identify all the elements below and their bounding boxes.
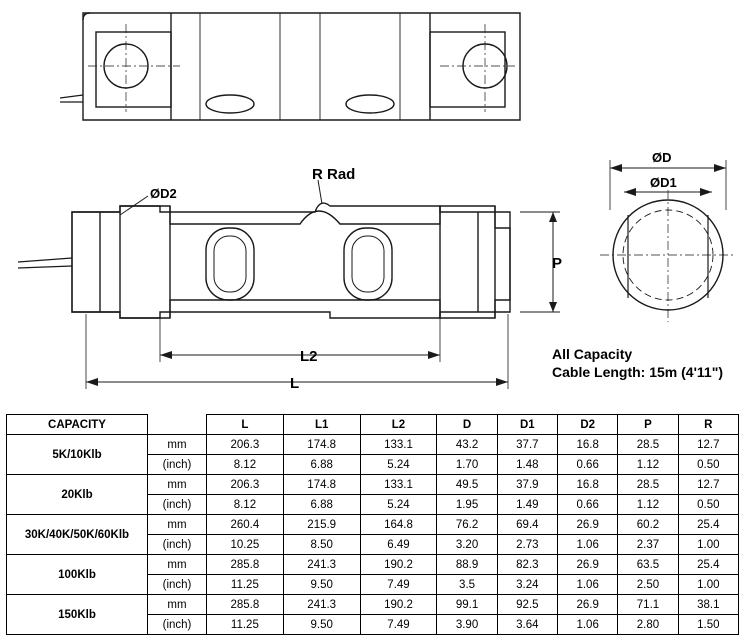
value-l1: 241.3 (283, 595, 360, 615)
value-l1: 174.8 (283, 435, 360, 455)
value-l: 11.25 (207, 615, 284, 635)
value-d1: 92.5 (497, 595, 557, 615)
unit-cell: (inch) (148, 535, 207, 555)
unit-cell: mm (148, 515, 207, 535)
value-d2: 26.9 (558, 595, 618, 615)
value-d2: 1.06 (558, 615, 618, 635)
value-p: 71.1 (618, 595, 678, 615)
value-l1: 241.3 (283, 555, 360, 575)
value-d1: 1.49 (497, 495, 557, 515)
value-p: 1.12 (618, 455, 678, 475)
label-p: P (552, 255, 563, 272)
label-l2: L2 (300, 348, 318, 365)
table-header-row (7, 415, 739, 435)
capacity-cell: 30K/40K/50K/60Klb (7, 515, 148, 555)
value-l1: 9.50 (283, 615, 360, 635)
unit-cell: (inch) (148, 455, 207, 475)
value-l2: 164.8 (360, 515, 437, 535)
value-l2: 7.49 (360, 615, 437, 635)
header-l1: L1 (283, 415, 360, 435)
value-l: 8.12 (207, 495, 284, 515)
value-p: 60.2 (618, 515, 678, 535)
label-od1: ØD1 (650, 175, 677, 190)
value-d: 1.70 (437, 455, 497, 475)
table-row (7, 475, 739, 495)
unit-cell: mm (148, 595, 207, 615)
header-d1: D1 (497, 415, 557, 435)
value-l: 8.12 (207, 455, 284, 475)
value-d: 3.90 (437, 615, 497, 635)
unit-cell: (inch) (148, 495, 207, 515)
value-l1: 9.50 (283, 575, 360, 595)
value-d2: 1.06 (558, 535, 618, 555)
value-r: 25.4 (678, 555, 738, 575)
value-l: 285.8 (207, 555, 284, 575)
label-od2: ØD2 (150, 186, 177, 201)
value-l2: 5.24 (360, 455, 437, 475)
table-row (7, 555, 739, 575)
value-d1: 37.9 (497, 475, 557, 495)
value-d1: 69.4 (497, 515, 557, 535)
unit-cell: (inch) (148, 575, 207, 595)
value-r: 38.1 (678, 595, 738, 615)
label-l: L (290, 375, 300, 392)
header-l: L (207, 415, 284, 435)
value-d2: 26.9 (558, 515, 618, 535)
value-l1: 6.88 (283, 455, 360, 475)
table-body (7, 435, 739, 635)
value-d1: 3.64 (497, 615, 557, 635)
value-d1: 37.7 (497, 435, 557, 455)
value-d: 99.1 (437, 595, 497, 615)
value-l: 10.25 (207, 535, 284, 555)
value-d2: 0.66 (558, 495, 618, 515)
value-d: 88.9 (437, 555, 497, 575)
value-r: 12.7 (678, 435, 738, 455)
value-l: 206.3 (207, 435, 284, 455)
value-d: 49.5 (437, 475, 497, 495)
label-r-rad: R Rad (312, 166, 356, 183)
table-row (7, 435, 739, 455)
value-l: 260.4 (207, 515, 284, 535)
value-l1: 8.50 (283, 535, 360, 555)
value-l2: 6.49 (360, 535, 437, 555)
value-d: 3.5 (437, 575, 497, 595)
value-l2: 5.24 (360, 495, 437, 515)
value-d: 1.95 (437, 495, 497, 515)
label-all-capacity: All Capacity (552, 346, 633, 362)
dimension-table (6, 414, 739, 635)
value-r: 25.4 (678, 515, 738, 535)
unit-cell: (inch) (148, 615, 207, 635)
capacity-cell: 100Klb (7, 555, 148, 595)
value-l: 11.25 (207, 575, 284, 595)
unit-cell: mm (148, 555, 207, 575)
value-l1: 174.8 (283, 475, 360, 495)
header-d2: D2 (558, 415, 618, 435)
header-l2: L2 (360, 415, 437, 435)
value-d2: 1.06 (558, 575, 618, 595)
value-d2: 0.66 (558, 455, 618, 475)
value-l: 206.3 (207, 475, 284, 495)
capacity-cell: 5K/10Klb (7, 435, 148, 475)
value-l2: 133.1 (360, 435, 437, 455)
value-r: 1.00 (678, 535, 738, 555)
value-d: 3.20 (437, 535, 497, 555)
value-p: 28.5 (618, 435, 678, 455)
label-od: ØD (652, 150, 672, 165)
value-d2: 16.8 (558, 475, 618, 495)
value-l2: 190.2 (360, 555, 437, 575)
value-r: 12.7 (678, 475, 738, 495)
value-p: 1.12 (618, 495, 678, 515)
value-r: 0.50 (678, 455, 738, 475)
value-d2: 16.8 (558, 435, 618, 455)
value-d1: 1.48 (497, 455, 557, 475)
header-units (148, 415, 207, 435)
capacity-cell: 20Klb (7, 475, 148, 515)
value-d1: 3.24 (497, 575, 557, 595)
header-r: R (678, 415, 738, 435)
table-row (7, 515, 739, 535)
value-d: 76.2 (437, 515, 497, 535)
label-cable-length: Cable Length: 15m (4'11") (552, 364, 724, 380)
value-p: 2.50 (618, 575, 678, 595)
header-p: P (618, 415, 678, 435)
value-p: 28.5 (618, 475, 678, 495)
unit-cell: mm (148, 475, 207, 495)
value-d2: 26.9 (558, 555, 618, 575)
value-d1: 2.73 (497, 535, 557, 555)
capacity-cell: 150Klb (7, 595, 148, 635)
value-d1: 82.3 (497, 555, 557, 575)
value-p: 63.5 (618, 555, 678, 575)
table-header (7, 415, 739, 435)
value-l2: 7.49 (360, 575, 437, 595)
value-l1: 215.9 (283, 515, 360, 535)
header-capacity: CAPACITY (7, 415, 148, 435)
value-p: 2.80 (618, 615, 678, 635)
value-r: 1.50 (678, 615, 738, 635)
header-d: D (437, 415, 497, 435)
value-l: 285.8 (207, 595, 284, 615)
value-l2: 133.1 (360, 475, 437, 495)
value-l1: 6.88 (283, 495, 360, 515)
table-row (7, 595, 739, 615)
value-p: 2.37 (618, 535, 678, 555)
value-r: 0.50 (678, 495, 738, 515)
value-r: 1.00 (678, 575, 738, 595)
value-l2: 190.2 (360, 595, 437, 615)
value-d: 43.2 (437, 435, 497, 455)
unit-cell: mm (148, 435, 207, 455)
